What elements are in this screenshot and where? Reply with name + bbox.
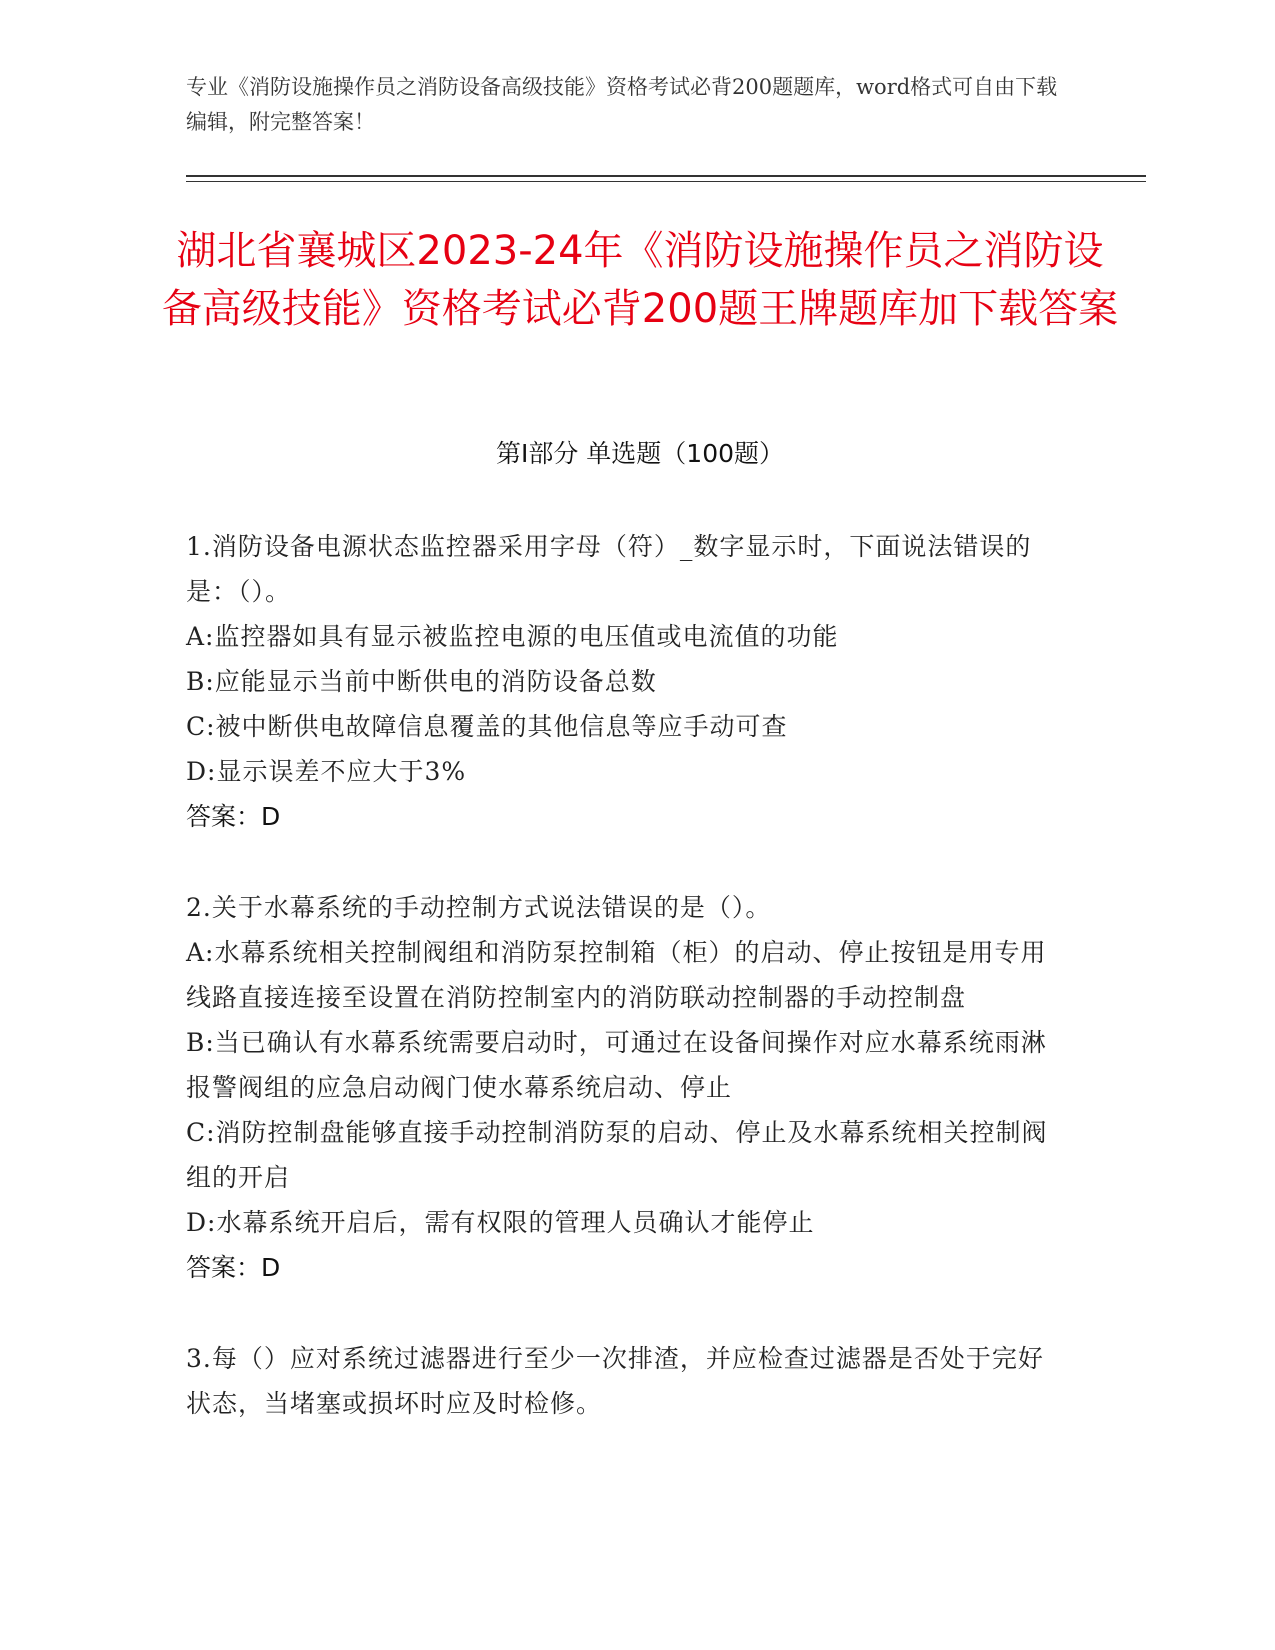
header-note: 专业《消防设施操作员之消防设备高级技能》资格考试必背200题题库，word格式可自由下载编辑，附完整答案！ xyxy=(186,75,1058,134)
answer-line: 答案：D xyxy=(186,1253,281,1282)
question-1 xyxy=(186,524,1066,839)
document-title: 湖北省襄城区2023-24年《消防设施操作员之消防设备高级技能》资格考试必背200题王牌题库加下载答案 xyxy=(161,228,1119,332)
header-divider-thin xyxy=(186,181,1146,182)
header-divider-thick xyxy=(186,175,1146,177)
option-b: B:应能显示当前中断供电的消防设备总数 xyxy=(186,667,657,696)
option-d: D:水幕系统开启后，需有权限的管理人员确认才能停止 xyxy=(186,1208,815,1237)
section-title: 第I部分 单选题（100题） xyxy=(495,439,785,468)
question-stem: 1.消防设备电源状态监控器采用字母（符）_数字显示时，下面说法错误的是：（）。 xyxy=(186,532,1032,606)
question-stem: 2.关于水幕系统的手动控制方式说法错误的是（）。 xyxy=(186,893,772,922)
option-b: B:当已确认有水幕系统需要启动时，可通过在设备间操作对应水幕系统雨淋报警阀组的应急启动阀门使水幕系统启动、停止 xyxy=(186,1028,1047,1102)
question-stem: 3.每（）应对系统过滤器进行至少一次排渣，并应检查过滤器是否处于完好状态，当堵塞或损坏时应及时检修。 xyxy=(186,1344,1044,1418)
option-a: A:水幕系统相关控制阀组和消防泵控制箱（柜）的启动、停止按钮是用专用线路直接连接至设置在消防控制室内的消防联动控制器的手动控制盘 xyxy=(186,938,1047,1012)
option-a: A:监控器如具有显示被监控电源的电压值或电流值的功能 xyxy=(186,622,839,651)
option-c: C:被中断供电故障信息覆盖的其他信息等应手动可查 xyxy=(186,712,788,741)
option-d: D:显示误差不应大于3% xyxy=(186,757,467,786)
question-list xyxy=(186,524,1066,1472)
answer-line: 答案：D xyxy=(186,802,281,831)
option-c: C:消防控制盘能够直接手动控制消防泵的启动、停止及水幕系统相关控制阀组的开启 xyxy=(186,1118,1048,1192)
question-2 xyxy=(186,885,1066,1290)
question-3 xyxy=(186,1336,1066,1426)
